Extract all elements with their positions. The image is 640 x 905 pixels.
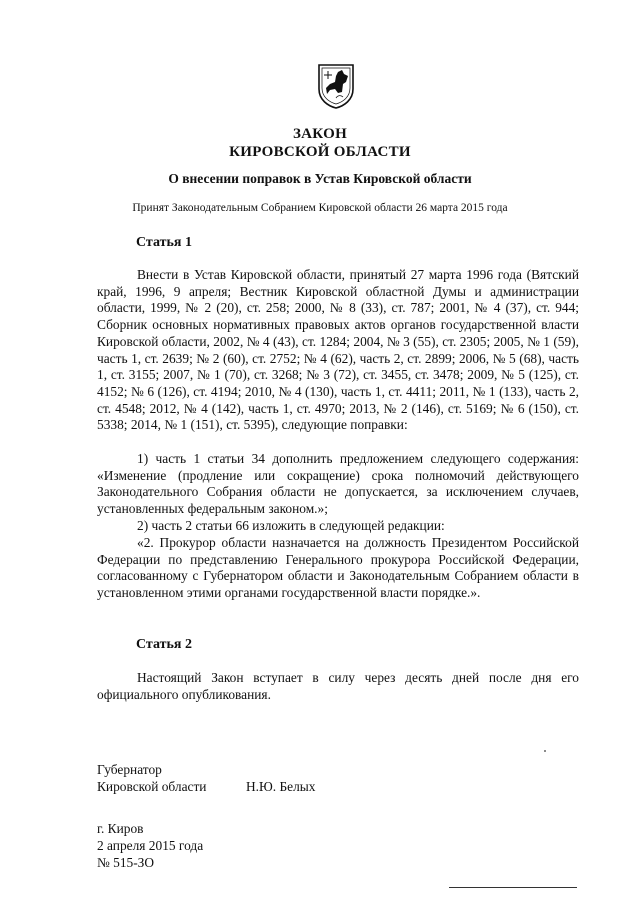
- issuer-title: КИРОВСКОЙ ОБЛАСТИ: [229, 144, 411, 160]
- article-1-paragraph: 1) часть 1 статьи 34 дополнить предложением следующего содержания: «Изменение (продление или сокращение) срока полномочий действующего Законодательного Собрания области не допускается, за исключением случаев, установленных федеральным законом.»;: [97, 451, 579, 517]
- adoption-line: Принят Законодательным Собранием Кировской области 26 марта 2015 года: [132, 202, 508, 214]
- signatory-position-line2: Кировской области: [97, 779, 207, 794]
- law-number: № 515-ЗО: [97, 855, 155, 870]
- document-type-title: ЗАКОН: [292, 126, 348, 142]
- scan-speck: [544, 750, 546, 752]
- article-1-paragraph: Внести в Устав Кировской области, принятый 27 марта 1996 года (Вятский край, 1996, 9 апреля; Вестник Кировской областной Думы и администрации области, 1999, № 2 (20), ст. 258; 2000, № 8 (33), ст. 787; 2001, № 4 (37), ст. 944; Сборник основных нормативных правовых актов органов государственной власти Кировской области, 2002, № 4 (43), ст. 1284; 2004, № 3 (55), ст. 2305; 2005, № 1 (59), часть 1, ст. 2639; № 2 (60), ст. 2752; № 4 (62), часть 2, ст. 2899; 2006, № 5 (68), часть 1, ст. 3155; 2007, № 1 (70), ст. 3268; № 3 (72), ст. 3455, ст. 3478; 2009, № 5 (125), ст. 4152; № 6 (126), ст. 4194; 2010, № 4 (130), часть 1, ст. 4411; 2011, № 1 (133), часть 2, ст. 4548; 2012, № 4 (142), часть 1, ст. 4970; 2013, № 2 (146), ст. 5169; № 6 (150), ст. 5338; 2014, № 1 (151), ст. 5395), следующие поправки:: [97, 267, 579, 433]
- footer-rule: [449, 887, 577, 888]
- kirov-oblast-coat-of-arms-icon: [316, 62, 356, 110]
- signatory-position-line1: Губернатор: [97, 762, 162, 777]
- article-1-heading: Статья 1: [136, 235, 192, 250]
- article-1-paragraph: «2. Прокурор области назначается на должность Президентом Российской Федерации по представлению Генерального прокурора Российской Федерации, согласованному с Губернатором области и Законодательным Собранием области в установленном этими органами государственной власти порядке.».: [97, 535, 579, 601]
- law-subtitle: О внесении поправок в Устав Кировской области: [168, 171, 472, 186]
- signatory-name: Н.Ю. Белых: [246, 779, 316, 794]
- article-2-paragraph: Настоящий Закон вступает в силу через десять дней после дня его официального опубликования.: [97, 670, 579, 702]
- signing-date: 2 апреля 2015 года: [97, 838, 204, 853]
- article-1-paragraph: 2) часть 2 статьи 66 изложить в следующей редакции:: [137, 518, 445, 533]
- article-2-heading: Статья 2: [136, 637, 192, 652]
- place-of-signing: г. Киров: [97, 821, 144, 836]
